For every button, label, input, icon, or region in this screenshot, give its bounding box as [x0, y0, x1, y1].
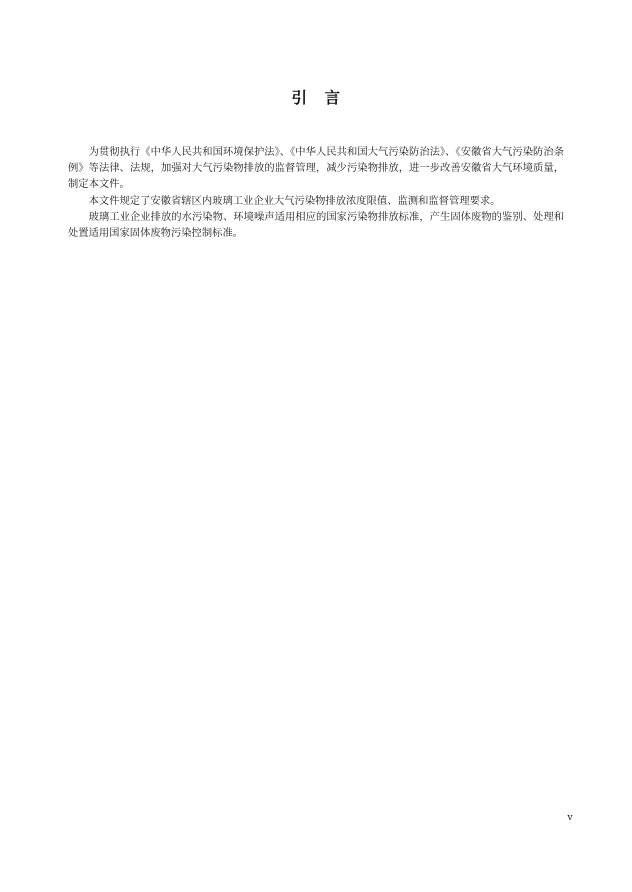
page-title: [0, 86, 632, 108]
page-number: [0, 812, 632, 823]
paragraph-1: 为贯彻执行《中华人民共和国环境保护法》、《中华人民共和国大气污染防治法》、《安徽省大气污染防治条例》等法律、法规，加强对大气污染物排放的监督管理，减少污染物排放，进一步改善安徽省大气环境质量，制定本文件。: [68, 146, 564, 191]
page-title-char-1: 引: [291, 88, 308, 107]
paragraph-2: 本文件规定了安徽省辖区内玻璃工业企业大气污染物排放浓度限值、监测和监督管理要求。: [88, 194, 501, 207]
body-text: [68, 144, 564, 241]
page-title-char-2: 言: [324, 88, 341, 107]
paragraph-3: 玻璃工业企业排放的水污染物、环境噪声适用相应的国家污染物排放标准，产生固体废物的鉴别、处理和处置适用国家固体废物污染控制标准。: [68, 210, 564, 240]
page-number-value: v: [567, 812, 573, 823]
